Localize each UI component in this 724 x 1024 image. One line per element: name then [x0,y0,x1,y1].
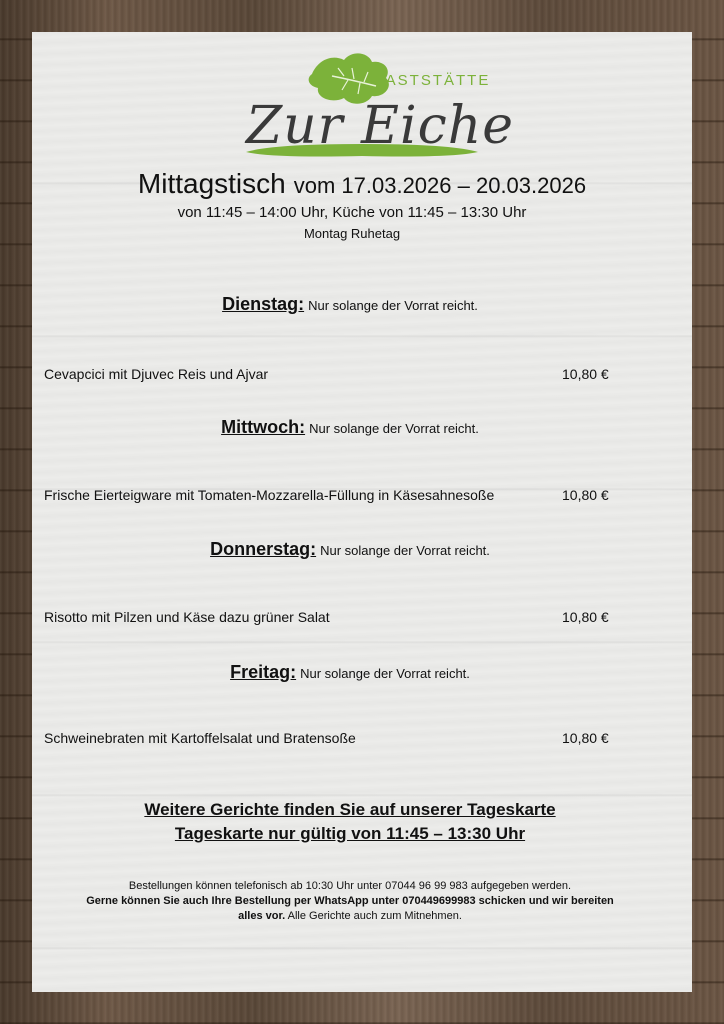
day-heading [32,539,668,560]
daily-menu-validity: Tageskarte nur gültig von 11:45 – 13:30 Uhr [174,824,526,843]
day-heading [32,662,668,683]
order-phone-line: Bestellungen können telefonisch ab 10:30 Uhr unter 07044 96 99 983 aufgegeben werden. [128,880,572,892]
dish-price: 10,80 € [562,609,609,625]
day-heading [32,417,668,438]
dish-name: Schweinebraten mit Kartoffelsalat und Bratensoße [44,730,356,746]
dish-name: Cevapcici mit Djuvec Reis und Ajvar [44,366,269,382]
day-note: Nur solange der Vorrat reicht. [309,421,479,436]
dish-name: Risotto mit Pilzen und Käse dazu grüner Salat [44,609,330,625]
dish-price: 10,80 € [562,487,609,503]
brand-tagline: GASTSTÄTTE [372,72,491,89]
day-name: Dienstag: [222,294,305,314]
order-closing-bold: alles vor. [238,910,286,922]
day-heading [32,294,668,315]
day-note: Nur solange der Vorrat reicht. [308,298,478,313]
dish-name: Frische Eierteigware mit Tomaten-Mozzarella-Füllung in Käsesahnesoße [44,487,495,503]
order-whatsapp-line: Gerne können Sie auch Ihre Bestellung per WhatsApp unter 070449699983 schicken und wir bereiten [86,895,614,907]
day-name: Mittwoch: [221,417,306,437]
dish-price: 10,80 € [562,730,609,746]
menu-sheet [32,32,692,992]
order-info [32,879,668,924]
daily-menu-note: Weitere Gerichte finden Sie auf unserer Tageskarte [144,800,556,819]
day-note: Nur solange der Vorrat reicht. [300,666,470,681]
closed-day: Montag Ruhetag [303,226,401,241]
opening-hours: von 11:45 – 14:00 Uhr, Küche von 11:45 – 13:30 Uhr [177,204,527,221]
day-name: Donnerstag: [210,539,317,559]
day-note: Nur solange der Vorrat reicht. [320,543,490,558]
order-closing-line [32,909,668,924]
title-main: Mittagstisch [137,168,286,199]
day-name: Freitag: [230,662,297,682]
page-title [32,168,692,200]
dish-price: 10,80 € [562,366,609,382]
order-takeaway: Alle Gerichte auch zum Mitnehmen. [285,910,462,922]
restaurant-logo [32,46,692,176]
brand-name: Zur Eiche [246,96,514,156]
date-range: vom 17.03.2026 – 20.03.2026 [293,173,587,198]
